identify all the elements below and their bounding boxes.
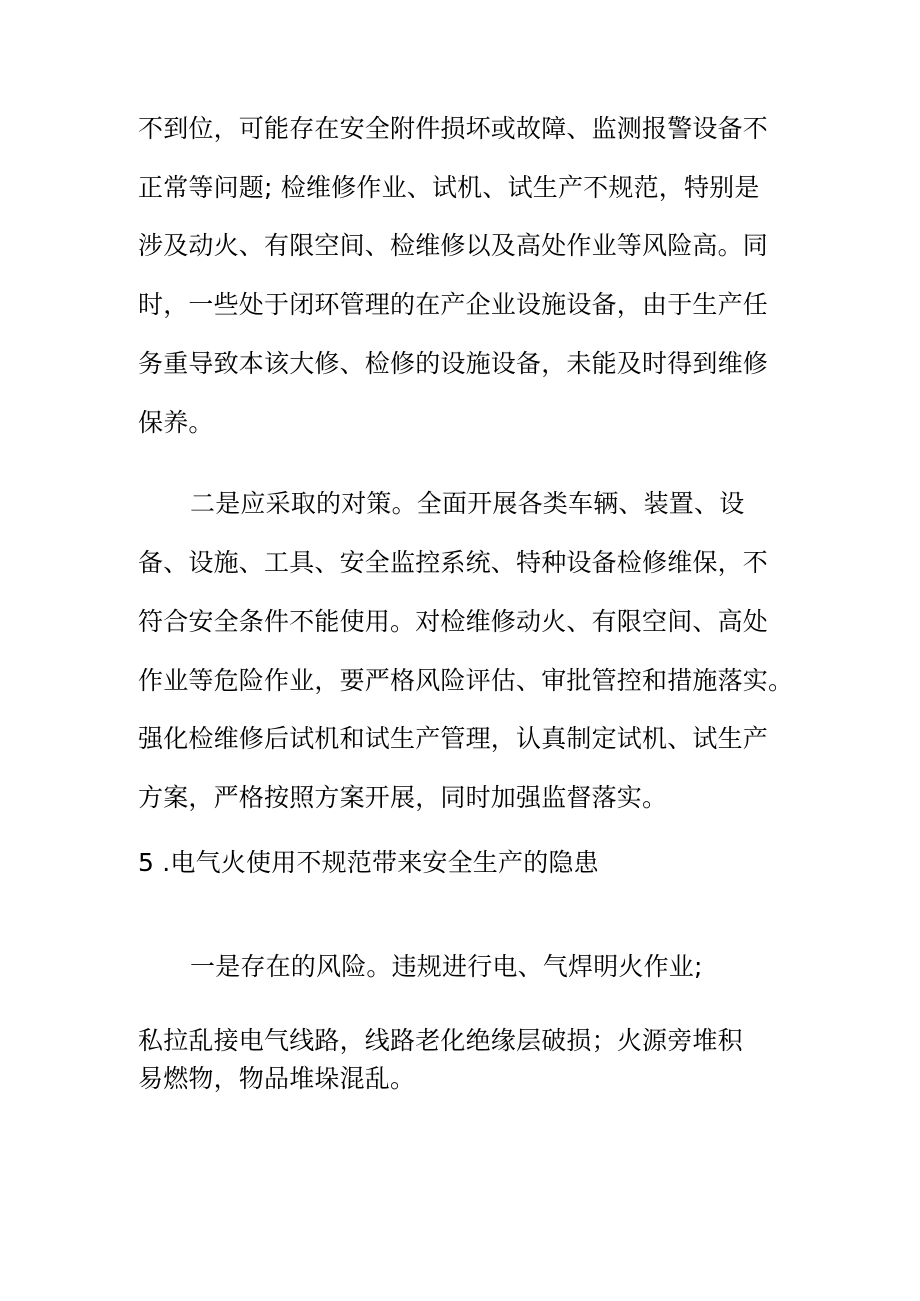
paragraph-line: 易燃物，物品堆垛混乱。 bbox=[138, 1064, 416, 1093]
paragraph-line: 私拉乱接电气线路，线路老化绝缘层破损；火源旁堆积 bbox=[138, 1026, 743, 1055]
paragraph-line: 涉及动火、有限空间、检维修以及高处作业等风险高。同 bbox=[138, 231, 769, 260]
section-heading: 5 .电气火使用不规范带来安全生产的隐患 bbox=[138, 848, 599, 877]
paragraph-line: 不到位，可能存在安全附件损坏或故障、监测报警设备不 bbox=[138, 114, 769, 143]
paragraph-line: 保养。 bbox=[138, 408, 214, 437]
paragraph-line: 时，一些处于闭环管理的在产企业设施设备，由于生产任 bbox=[138, 290, 769, 319]
paragraph-line: 强化检维修后试机和试生产管理，认真制定试机、试生产 bbox=[138, 724, 769, 753]
paragraph-line: 符合安全条件不能使用。对检维修动火、有限空间、高处 bbox=[138, 607, 769, 636]
paragraph-line: 方案，严格按照方案开展，同时加强监督落实。 bbox=[138, 783, 668, 812]
paragraph-line: 一是存在的风险。违规进行电、气焊明火作业; bbox=[190, 952, 703, 981]
paragraph-line: 二是应采取的对策。全面开展各类车辆、装置、设 bbox=[190, 489, 745, 518]
paragraph-line: 作业等危险作业，要严格风险评估、审批管控和措施落实。 bbox=[138, 666, 794, 695]
paragraph-line: 务重导致本该大修、检修的设施设备，未能及时得到维修 bbox=[138, 349, 769, 378]
paragraph-line: 正常等问题; 检维修作业、试机、试生产不规范，特别是 bbox=[138, 173, 760, 202]
paragraph-line: 备、设施、工具、安全监控系统、特种设备检修维保，不 bbox=[138, 548, 769, 577]
